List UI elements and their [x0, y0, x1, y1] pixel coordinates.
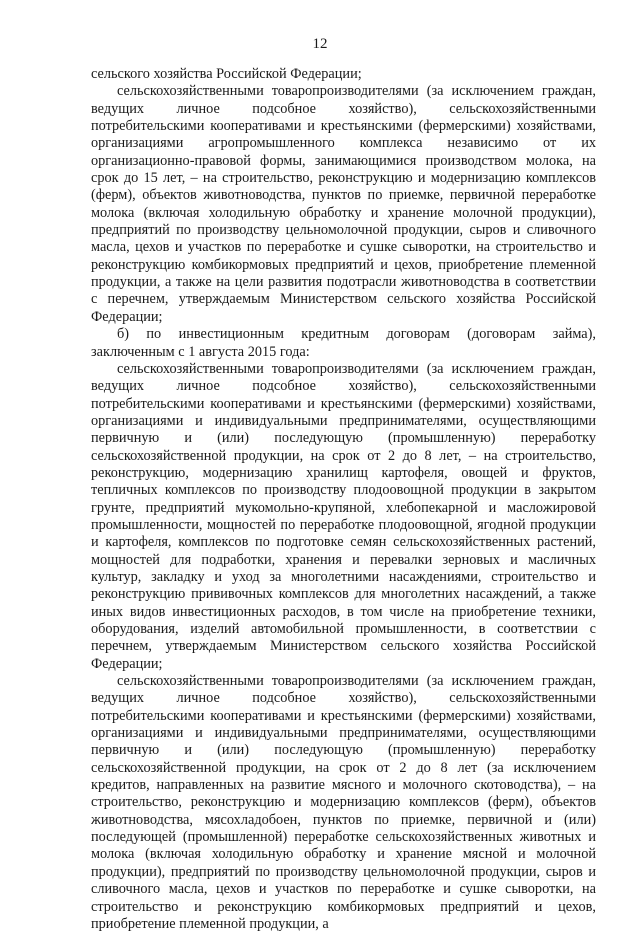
paragraph-livestock-producers: сельскохозяйственными товаропроизводителями (за исключением граждан, ведущих личное подсобное хозяйство), сельскохозяйственными потребительскими кооперативами и крестьянскими (фермерскими) хозяйствами, организациями и индивидуальными предпринимателями, осуществляющими первичную и (или) последующую (промышленную) переработку сельскохозяйственной продукции, на срок от 2 до 8 лет (за исключением кредитов, направленных на развитие мясного и молочного скотоводства), – на строительство, реконструкцию и модернизацию комплексов (ферм), объектов животноводства, мясохладобоен, пунктов по приемке, первичной и (или) последующей (промышленной) переработке сельскохозяйственных животных и молока (включая холодильную обработку и хранение мясной и молочной продукции), предприятий по производству цельномолочной продукции, сыров и сливочного масла, цехов и участков по переработке и сушке сыворотки, на строительство и реконструкцию комбикормовых предприятий и цехов, приобретение племенной продукции, а	[91, 673, 596, 932]
page-number: 12	[312, 36, 328, 52]
paragraph-continuation: сельского хозяйства Российской Федерации;	[91, 66, 362, 82]
paragraph-subsection-b: б) по инвестиционным кредитным договорам (договорам займа), заключенным с 1 августа 2015 года:	[91, 326, 596, 360]
paragraph-dairy-producers: сельскохозяйственными товаропроизводителями (за исключением граждан, ведущих личное подсобное хозяйство), сельскохозяйственными потребительскими кооперативами и крестьянскими (фермерскими) хозяйствами, организациями агропромышленного комплекса независимо от их организационно-правовой формы, занимающимися производством молока, на срок до 15 лет, – на строительство, реконструкцию и модернизацию комплексов (ферм), объектов животноводства, пунктов по приемке, первичной переработке молока (включая холодильную обработку и хранение молочной продукции), предприятий по производству цельномолочной продукции, сыров и сливочного масла, цехов и участков по переработке и сушке сыворотки, на строительство и реконструкцию комбикормовых предприятий и цехов, приобретение племенной продукции, а также на цели развития подотрасли животноводства в соответствии с перечнем, утверждаемым Министерством сельского хозяйства Российской Федерации;	[91, 83, 596, 325]
paragraph-crop-producers: сельскохозяйственными товаропроизводителями (за исключением граждан, ведущих личное подсобное хозяйство), сельскохозяйственными потребительскими кооперативами и крестьянскими (фермерскими) хозяйствами, организациями и индивидуальными предпринимателями, осуществляющими первичную и (или) последующую (промышленную) переработку сельскохозяйственной продукции, на срок от 2 до 8 лет, – на строительство, реконструкцию, модернизацию хранилищ картофеля, овощей и фруктов, тепличных комплексов по производству плодоовощной продукции в закрытом грунте, предприятий мукомольно-крупяной, хлебопекарной и масложировой промышленности, мощностей по переработке плодоовощной, ягодной продукции и картофеля, комплексов по подготовке семян сельскохозяйственных растений, мощностей для подработки, хранения и перевалки зерновых и масличных культур, закладку и уход за многолетними насаждениями, строительство и реконструкцию прививочных комплексов для многолетних насаждений, а также иных видов инвестиционных расходов, в том числе на приобретение техники, оборудования, изделий автомобильной промышленности, в соответствии с перечнем, утверждаемым Министерством сельского хозяйства Российской Федерации;	[91, 360, 596, 672]
document-body	[91, 66, 596, 933]
